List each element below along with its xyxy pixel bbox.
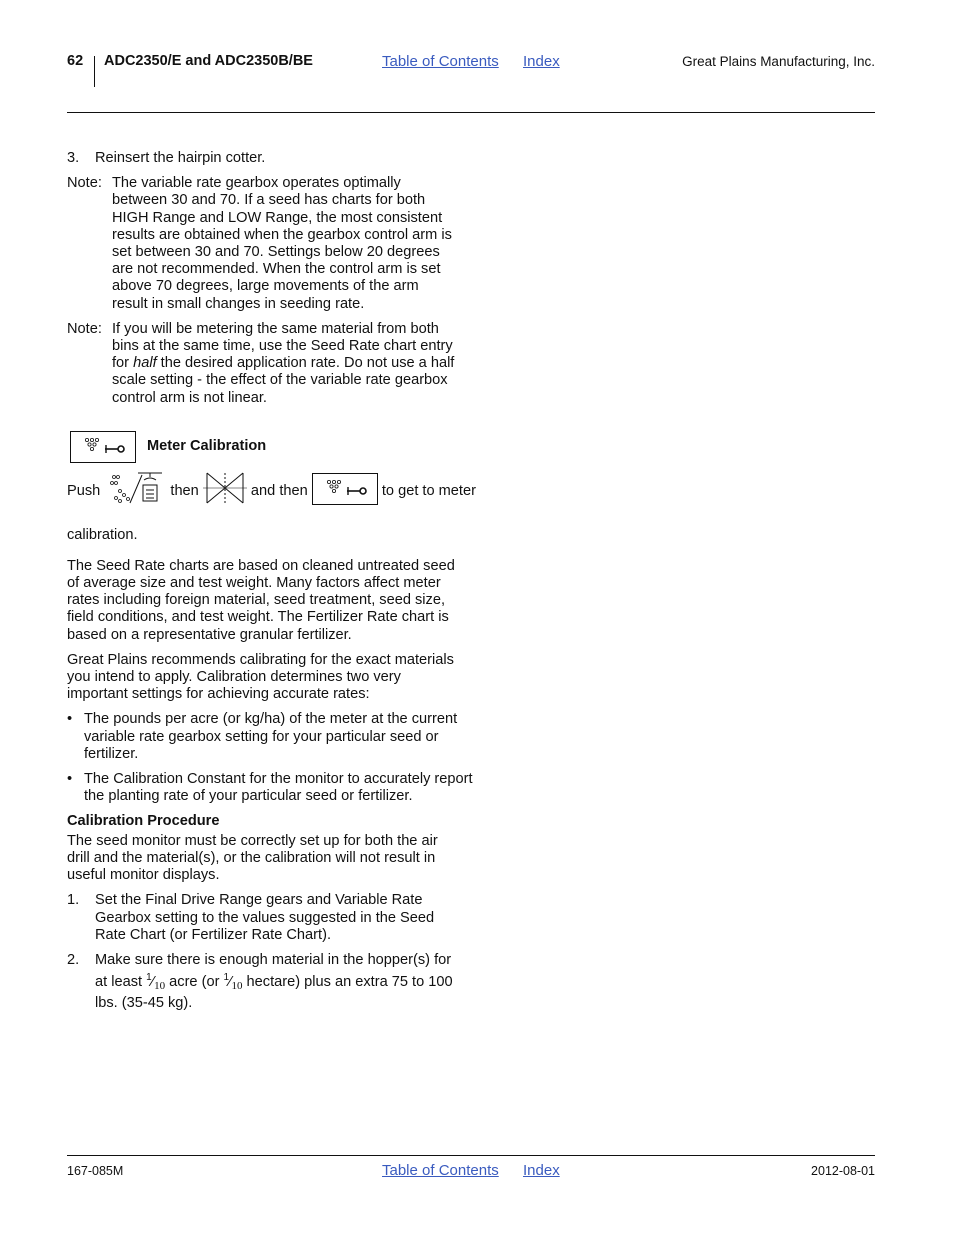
footer-rule <box>67 1155 875 1156</box>
note-text-b: the desired application rate. Do not use a half scale setting - the effect of the variable rate gearbox control arm is not linear. <box>112 355 455 406</box>
header-toc-link[interactable]: Table of Contents <box>382 53 499 70</box>
bullet-text: The Calibration Constant for the monitor to accurately report the planting rate of your particular seed or fertilizer. <box>84 771 473 805</box>
header-rule <box>67 112 875 113</box>
step-number: 3. <box>67 150 80 166</box>
step-text: Set the Final Drive Range gears and Variable Rate Gearbox setting to the values suggested in the Seed Rate Chart (or Fertilizer Rate Chart). <box>95 892 435 943</box>
page-number: 62 <box>67 53 84 69</box>
step-text: Reinsert the hairpin cotter. <box>95 150 266 166</box>
step-text: Make sure there is enough material in the hopper(s) for at least $^1⁄_{10}$ acre (or $^1⁄_{10}$ hectare) plus an extra 75 to 100 lbs. (35-45 kg). <box>95 951 453 1012</box>
fraction-denominator: 10 <box>154 980 166 993</box>
then-label: then <box>170 482 199 499</box>
header-index-link[interactable]: Index <box>523 53 560 70</box>
note-gearbox <box>67 175 487 313</box>
footer-toc-link[interactable]: Table of Contents <box>382 1162 499 1179</box>
company-name: Great Plains Manufacturing, Inc. <box>682 54 875 69</box>
calibration-procedure-heading: Calibration Procedure <box>67 813 220 830</box>
main-content <box>67 150 487 1021</box>
document-title: ADC2350/E and ADC2350B/BE <box>104 53 313 69</box>
meter-calibration-title: Meter Calibration <box>147 438 267 455</box>
note-text-a: If you will be metering the same material from both bins at the same time, use the Seed Rate chart entry for <box>112 320 453 372</box>
note-both-bins <box>67 321 487 407</box>
and-then-label: and then <box>250 482 308 499</box>
note-label: Note: <box>67 175 102 192</box>
document-date: 2012-08-01 <box>811 1164 875 1178</box>
document-number: 167-085M <box>67 1164 124 1178</box>
procedure-step-1 <box>67 892 487 944</box>
fraction-numerator: 1 <box>146 972 152 984</box>
step-text-c: hectare) plus an extra 75 to 100 lbs. (35-45 kg). <box>95 974 453 1012</box>
fraction-numerator: 1 <box>223 972 230 984</box>
bullet-text: The pounds per acre (or kg/ha) of the meter at the current variable rate gearbox setting for your particular seed or fertilizer. <box>84 711 458 762</box>
note-text <box>112 321 457 407</box>
note-label: Note: <box>67 320 102 337</box>
step-number: 2. <box>67 951 80 968</box>
bullet-mark: • <box>67 711 73 728</box>
meter-calibration-button-icon[interactable] <box>312 473 378 505</box>
header-divider <box>94 56 95 87</box>
meter-valve-icon[interactable] <box>203 471 247 518</box>
meter-calibration-key-icon[interactable] <box>70 431 136 463</box>
step-text-b: acre (or <box>165 974 224 991</box>
seed-rate-paragraph: The Seed Rate charts are based on cleaned untreated seed of average size and test weight. Many factors affect meter rates including foreign material, seed treatment, seed size, field conditions, and test weight. The Fertilizer Rate chart is based on a representative granular fertilizer. <box>67 557 455 643</box>
to-get-label: to get to meter calibration. <box>67 482 476 543</box>
recommendation-paragraph: Great Plains recommends calibrating for the exact materials you intend to apply. Calibration determines two very important settings for achieving accurate rates: <box>67 651 454 703</box>
meter-calibration-heading <box>70 431 487 463</box>
fraction-denominator: 10 <box>231 980 243 993</box>
bullet-item <box>67 771 487 805</box>
step-3 <box>67 150 487 167</box>
seed-fertilizer-icon[interactable] <box>104 471 166 518</box>
note-emphasis: half <box>133 355 157 372</box>
bullet-item <box>67 711 487 763</box>
calibration-intro: The seed monitor must be correctly set up for both the air drill and the material(s), or the calibration will not result in useful monitor displays. <box>67 832 438 884</box>
bullet-mark: • <box>67 771 73 788</box>
navigation-instruction <box>67 471 487 552</box>
push-label: Push <box>67 482 101 499</box>
footer-index-link[interactable]: Index <box>523 1162 560 1179</box>
step-text-a: Make sure there is enough material in the hopper(s) for at least <box>95 951 452 991</box>
procedure-step-2 <box>67 952 487 1013</box>
note-text: The variable rate gearbox operates optimally between 30 and 70. If a seed has charts for both HIGH Range and LOW Range, the most consistent results are obtained when the gearbox control arm is set between 30 and 70. Settings below 20 degrees are not recommended. When the control arm is set above 70 degrees, large movements of the arm result in small changes in seeding rate. <box>112 175 452 312</box>
step-number: 1. <box>67 892 80 909</box>
